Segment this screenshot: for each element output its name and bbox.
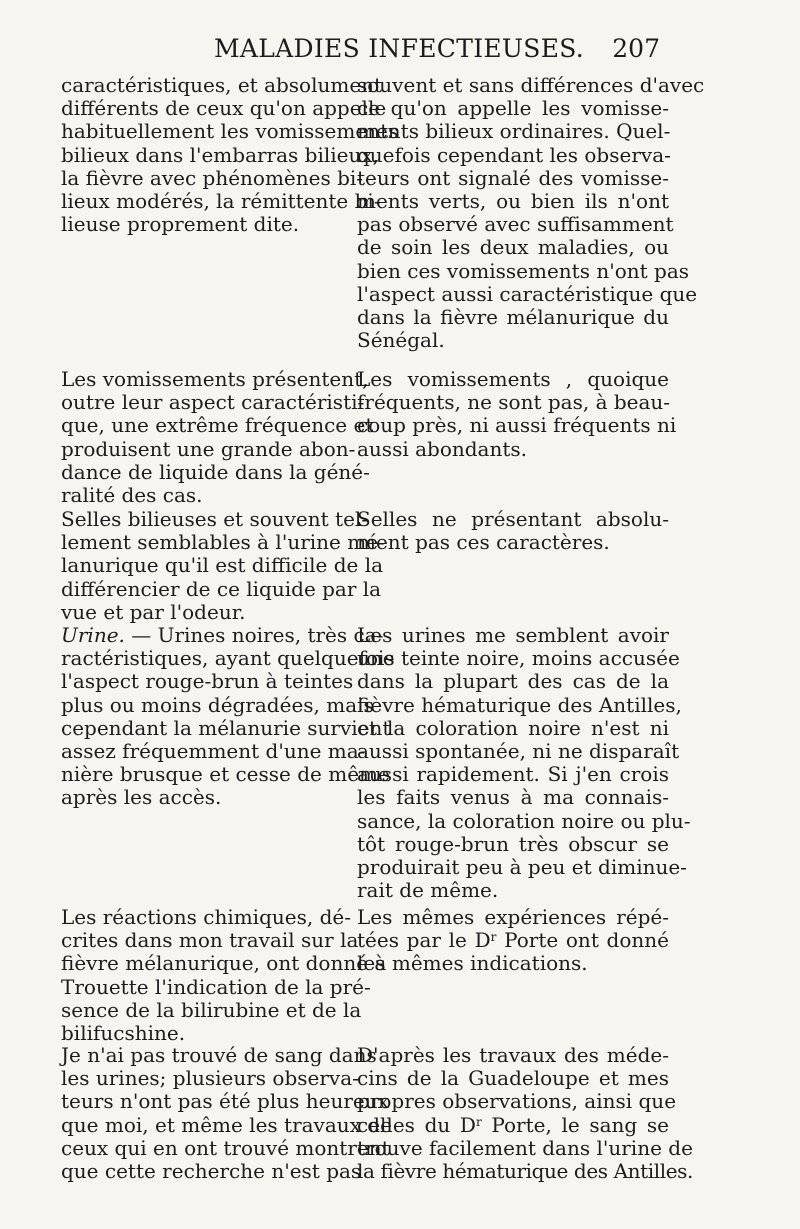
text-line: assez fréquemment d'une ma- bbox=[61, 739, 366, 764]
text-line: Selles ne présentant absolu- bbox=[357, 507, 669, 531]
superscript: r bbox=[490, 930, 497, 945]
text-line: quefois cependant les observa- bbox=[357, 142, 671, 167]
text-line: lanurique qu'il est difficile de la bbox=[61, 553, 384, 578]
text-line: que, une extrême fréquence et bbox=[61, 413, 374, 438]
left-paragraph-2 bbox=[61, 367, 374, 508]
text-line: plus ou moins dégradées, mais bbox=[61, 692, 374, 717]
text-line: D'après les travaux des méde- bbox=[357, 1043, 669, 1067]
text-line: Les vomissements présentent, bbox=[61, 367, 369, 391]
text-line: fièvre hématurique des Antilles, bbox=[357, 692, 682, 717]
right-paragraph-4 bbox=[357, 623, 691, 903]
text-line: outre leur aspect caractéristi- bbox=[61, 390, 365, 415]
text-line: rait de même. bbox=[357, 878, 499, 903]
superscript: r bbox=[475, 1114, 482, 1129]
text-line: vue et par l'odeur. bbox=[61, 599, 246, 624]
text-line bbox=[357, 929, 669, 952]
text-line: Selles bilieuses et souvent tel- bbox=[61, 507, 369, 531]
text-line: ractéristiques, ayant quelquefois bbox=[61, 646, 395, 671]
text-line: cependant la mélanurie survient bbox=[61, 715, 391, 740]
text-line: Les réactions chimiques, dé- bbox=[61, 905, 351, 929]
left-paragraph-6 bbox=[61, 1043, 392, 1184]
left-paragraph-4 bbox=[61, 623, 395, 810]
text-line: Trouette l'indication de la pré- bbox=[61, 974, 371, 999]
text-line: tôt rouge-brun très obscur se bbox=[357, 831, 669, 856]
text-line: sance, la coloration noire ou plu- bbox=[357, 808, 691, 833]
left-paragraph-1 bbox=[61, 73, 399, 237]
text-fragment: — Urines noires, très ca- bbox=[124, 623, 384, 647]
text-line: Les vomissements , quoique bbox=[357, 367, 669, 391]
text-line: cins de la Guadeloupe et mes bbox=[357, 1066, 669, 1091]
text-line: aussi spontanée, ni ne disparaît bbox=[357, 739, 680, 764]
text-line: dans la fièvre mélanurique du bbox=[357, 305, 669, 330]
text-line: crites dans mon travail sur la bbox=[61, 928, 359, 953]
text-line: la fièvre avec phénomènes bi- bbox=[61, 165, 364, 190]
text-line: aussi abondants. bbox=[357, 436, 527, 461]
text-line: ceux qui en ont trouvé montrent bbox=[61, 1135, 390, 1160]
text-line: trouve facilement dans l'urine de bbox=[357, 1135, 693, 1160]
text-fragment: celles du D bbox=[357, 1112, 476, 1137]
text-line: produisent une grande abon- bbox=[61, 436, 356, 461]
text-line: Sénégal. bbox=[357, 328, 445, 353]
text-line: bilieux dans l'embarras bilieux, bbox=[61, 142, 380, 167]
text-line: habituellement les vomissements bbox=[61, 119, 399, 144]
text-line: fréquents, ne sont pas, à beau- bbox=[357, 390, 671, 415]
right-paragraph-3 bbox=[357, 508, 669, 554]
text-line: ments verts, ou bien ils n'ont bbox=[357, 189, 669, 214]
text-line: sence de la bilirubine et de la bbox=[61, 997, 362, 1022]
text-line: ce qu'on appelle les vomisse- bbox=[357, 96, 669, 121]
text-line: coup près, ni aussi fréquents ni bbox=[357, 413, 677, 438]
text-line: différencier de ce liquide par la bbox=[61, 576, 382, 601]
text-line: teurs n'ont pas été plus heureux bbox=[61, 1089, 389, 1114]
text-line: l'aspect aussi caractéristique que bbox=[357, 281, 698, 306]
text-line: ment pas ces caractères. bbox=[357, 530, 610, 555]
running-title: MALADIES INFECTIEUSES. bbox=[214, 34, 585, 63]
text-line: que cette recherche n'est pas bbox=[61, 1159, 362, 1184]
text-fragment: tées par le D bbox=[357, 928, 491, 953]
page-number: 207 bbox=[612, 34, 660, 63]
urine-heading: Urine. bbox=[61, 623, 125, 647]
text-line: ments bilieux ordinaires. Quel- bbox=[357, 119, 671, 144]
text-line: que moi, et même les travaux de bbox=[61, 1112, 392, 1137]
text-line: Les urines me semblent avoir bbox=[357, 623, 669, 647]
text-line: les mêmes indications. bbox=[357, 951, 588, 976]
left-paragraph-5 bbox=[61, 905, 387, 1046]
text-line: nière brusque et cesse de même bbox=[61, 762, 390, 787]
text-line: différents de ceux qu'on appelle bbox=[61, 96, 387, 121]
text-line: lieuse proprement dite. bbox=[61, 212, 300, 237]
text-line: ralité des cas. bbox=[61, 483, 203, 508]
right-paragraph-2 bbox=[357, 367, 677, 461]
text-line: lieux modérés, la rémittente bi- bbox=[61, 189, 381, 214]
text-line: une teinte noire, moins accusée bbox=[357, 646, 680, 671]
text-line: produirait peu à peu et diminue- bbox=[357, 855, 687, 880]
text-line: Je n'ai pas trouvé de sang dans bbox=[61, 1043, 377, 1067]
text-line bbox=[61, 623, 384, 647]
text-line: bien ces vomissements n'ont pas bbox=[357, 258, 690, 283]
text-line: et la coloration noire n'est ni bbox=[357, 715, 669, 740]
text-line: souvent et sans différences d'avec bbox=[357, 73, 705, 97]
text-line: l'aspect rouge-brun à teintes bbox=[61, 669, 354, 694]
text-line bbox=[357, 1114, 669, 1137]
text-line: caractéristiques, et absolument bbox=[61, 73, 383, 97]
right-paragraph-6 bbox=[357, 1043, 693, 1184]
text-line: teurs ont signalé des vomisse- bbox=[357, 165, 669, 190]
text-fragment: Porte ont donné bbox=[496, 928, 669, 953]
page-header bbox=[0, 34, 800, 70]
text-line: aussi rapidement. Si j'en crois bbox=[357, 762, 669, 787]
text-line: après les accès. bbox=[61, 785, 222, 810]
text-fragment: Porte, le sang se bbox=[481, 1112, 669, 1137]
text-line: les faits venus à ma connais- bbox=[357, 785, 669, 810]
text-line: de soin les deux maladies, ou bbox=[357, 235, 669, 260]
text-line: lement semblables à l'urine mé- bbox=[61, 530, 385, 555]
right-paragraph-5 bbox=[357, 906, 669, 976]
text-line: les urines; plusieurs observa- bbox=[61, 1066, 359, 1091]
text-line: dans la plupart des cas de la bbox=[357, 669, 669, 694]
text-line: fièvre mélanurique, ont donné à bbox=[61, 951, 387, 976]
text-line: propres observations, ainsi que bbox=[357, 1089, 677, 1114]
right-paragraph-1 bbox=[357, 73, 705, 353]
text-line: dance de liquide dans la géné- bbox=[61, 459, 370, 484]
text-line: Les mêmes expériences répé- bbox=[357, 905, 669, 929]
text-line: bilifucshine. bbox=[61, 1021, 186, 1046]
text-line: la fièvre hématurique des Antilles. bbox=[357, 1159, 693, 1184]
text-line: pas observé avec suffisamment bbox=[357, 212, 674, 237]
left-paragraph-3 bbox=[61, 507, 385, 624]
